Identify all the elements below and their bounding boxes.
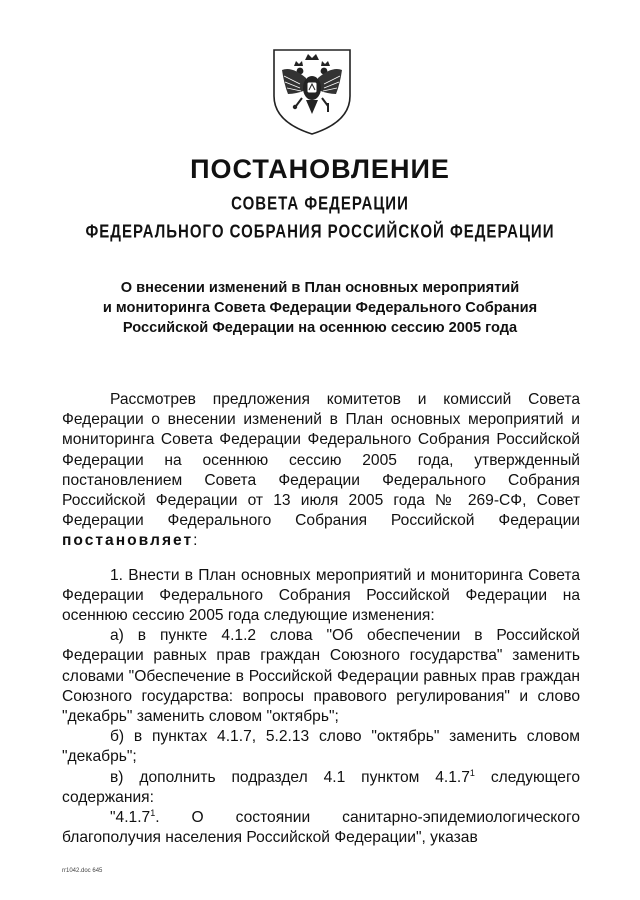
document-body [62, 390, 580, 848]
item-v-superscript: 1 [469, 767, 475, 778]
quoted-item-number: "4.1.7 [110, 809, 151, 827]
document-title: ПОСТАНОВЛЕНИЕ [190, 154, 450, 184]
item-v-text: в) дополнить подраздел 4.1 пунктом 4.1.7 [110, 768, 470, 786]
item-v-text-tail: следующего содержания: [62, 768, 580, 806]
quoted-item-paragraph [62, 808, 580, 848]
preamble-paragraph [62, 390, 580, 552]
document-subtitle-council: СОВЕТА ФЕДЕРАЦИИ [231, 193, 409, 215]
item-1-paragraph: 1. Внести в План основных мероприятий и мониторинга Совета Федерации Федерального Собрания Российской Федерации на осеннюю сессию 2005 года следующие изменения: [62, 566, 580, 625]
quoted-item-superscript: 1 [150, 808, 156, 819]
item-v-paragraph [62, 768, 580, 808]
resolves-word: постановляет [62, 532, 194, 550]
preamble-text: Рассмотрев предложения комитетов и комиссий Совета Федерации о внесении изменений в План основных мероприятий и мониторинга Совета Федерации Федерального Собрания Российской Федерации на осеннюю сессию 2005 года, утвержденный постановлением Совета Федерации Федерального Собрания Российской Федерации от 13 июля 2005 года № 269-СФ, Совет Федерации Федерального Собрания Российской Федерации [62, 391, 580, 530]
preamble-colon: : [193, 532, 198, 550]
item-b-paragraph: б) в пунктах 4.1.7, 5.2.13 слово "октябрь" заменить словом "декабрь"; [62, 728, 580, 766]
heading-line: и мониторинга Совета Федерации Федерального Собрания [102, 300, 538, 316]
document-subtitle-assembly: ФЕДЕРАЛЬНОГО СОБРАНИЯ РОССИЙСКОЙ ФЕДЕРАЦИИ [85, 221, 555, 243]
document-reference-footer: rr1042.doc 645 [62, 868, 103, 874]
coat-of-arms-emblem [270, 44, 354, 138]
item-a-paragraph: а) в пункте 4.1.2 слова "Об обеспечении в Российской Федерации равных прав граждан Союзного государства" заменить словами "Обеспечение в Российской Федерации равных прав граждан Союзного государства: вопросы правового регулирования" и слово "декабрь" заменить словом "октябрь"; [62, 627, 580, 726]
heading-line: О внесении изменений в План основных мероприятий [120, 280, 520, 296]
quoted-item-text: . О состоянии санитарно-эпидемиологического благополучия населения Российской Федерации", указав [62, 809, 580, 847]
resolution-heading [60, 278, 580, 338]
double-headed-eagle-icon [270, 44, 354, 138]
heading-line: Российской Федерации на осеннюю сессию 2005 года [122, 320, 518, 336]
